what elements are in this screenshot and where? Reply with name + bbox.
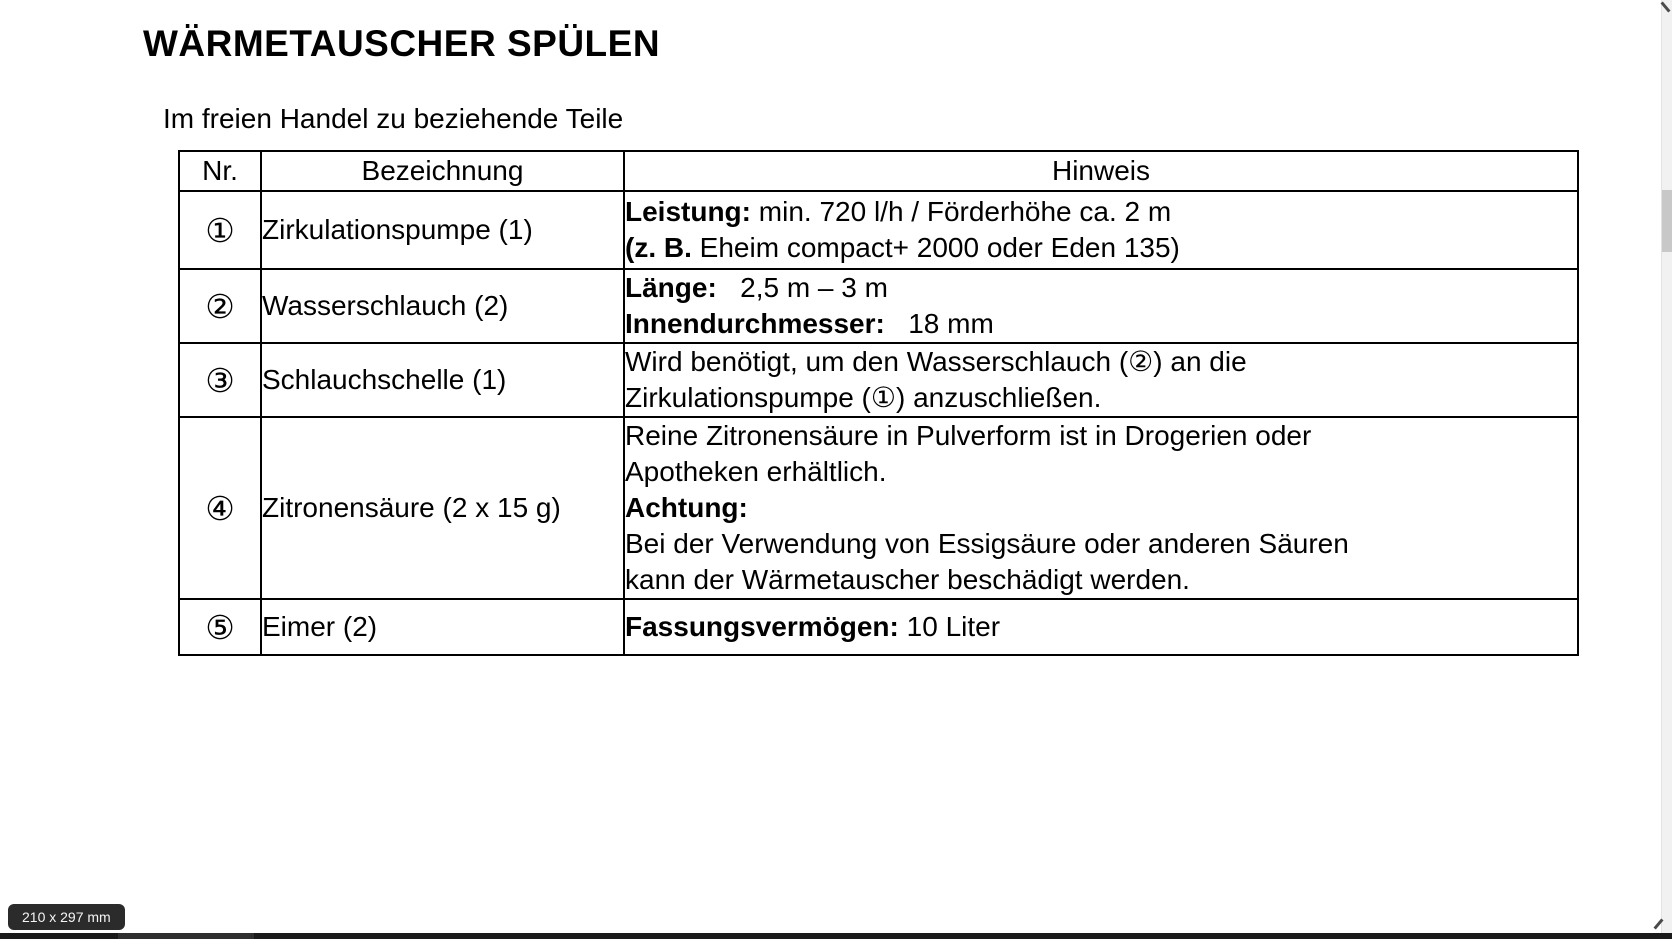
bezeichnung-cell: Zitronensäure (2 x 15 g): [261, 417, 624, 599]
hinweis-line: (z. B. Eheim compact+ 2000 oder Eden 135): [625, 232, 1180, 263]
hinweis-line: Apotheken erhältlich.: [625, 456, 887, 487]
table-row: [179, 343, 1578, 417]
bezeichnung-cell: Eimer (2): [261, 599, 624, 655]
parts-table: [178, 150, 1579, 656]
table-row: [179, 599, 1578, 655]
col-header-nr: Nr.: [179, 151, 261, 191]
hinweis-line: Fassungsvermögen: 10 Liter: [625, 611, 1001, 642]
col-header-bezeichnung: Bezeichnung: [261, 151, 624, 191]
hinweis-line: Reine Zitronensäure in Pulverform ist in Drogerien oder: [625, 420, 1312, 451]
col-header-hinweis: Hinweis: [624, 151, 1578, 191]
circled-number: ③: [205, 361, 235, 399]
row-number-cell: [179, 191, 261, 269]
hinweis-line: Bei der Verwendung von Essigsäure oder anderen Säuren: [625, 528, 1349, 559]
scrollbar-thumb[interactable]: [1662, 190, 1672, 252]
hinweis-line: kann der Wärmetauscher beschädigt werden.: [625, 564, 1190, 595]
circled-number: ④: [205, 489, 235, 527]
page-size-badge: [8, 904, 125, 930]
hinweis-cell: [624, 343, 1578, 417]
hinweis-line: Wird benötigt, um den Wasserschlauch (②) an die: [625, 346, 1247, 377]
table-body: [179, 191, 1578, 655]
table-header-row: [179, 151, 1578, 191]
row-number-cell: [179, 417, 261, 599]
circled-number: ①: [205, 211, 235, 249]
intro-text: Im freien Handel zu beziehende Teile: [163, 103, 624, 134]
circled-number: ⑤: [205, 608, 235, 646]
hinweis-cell: [624, 191, 1578, 269]
page-size-badge-label: 210 x 297 mm: [22, 909, 111, 925]
table-row: [179, 191, 1578, 269]
taskbar-edge-segment: [118, 933, 254, 939]
circled-number: ②: [205, 287, 235, 325]
hinweis-line: Leistung: min. 720 l/h / Förderhöhe ca. 2 m: [625, 196, 1172, 227]
hinweis-line: Innendurchmesser: 18 mm: [625, 308, 994, 339]
hinweis-cell: [624, 269, 1578, 343]
bezeichnung-cell: Zirkulationspumpe (1): [261, 191, 624, 269]
hinweis-cell: [624, 599, 1578, 655]
bezeichnung-cell: Wasserschlauch (2): [261, 269, 624, 343]
bezeichnung-cell: Schlauchschelle (1): [261, 343, 624, 417]
hinweis-line: Länge: 2,5 m – 3 m: [625, 272, 888, 303]
row-number-cell: [179, 599, 261, 655]
table-row: [179, 417, 1578, 599]
hinweis-line: Zirkulationspumpe (①) anzuschließen.: [625, 382, 1102, 413]
table-row: [179, 269, 1578, 343]
hinweis-cell: [624, 417, 1578, 599]
vertical-scrollbar[interactable]: [1661, 0, 1672, 939]
taskbar-edge: [0, 933, 1672, 939]
page-title: WÄRMETAUSCHER SPÜLEN: [143, 23, 661, 64]
row-number-cell: [179, 343, 261, 417]
row-number-cell: [179, 269, 261, 343]
hinweis-line: Achtung:: [625, 492, 748, 523]
